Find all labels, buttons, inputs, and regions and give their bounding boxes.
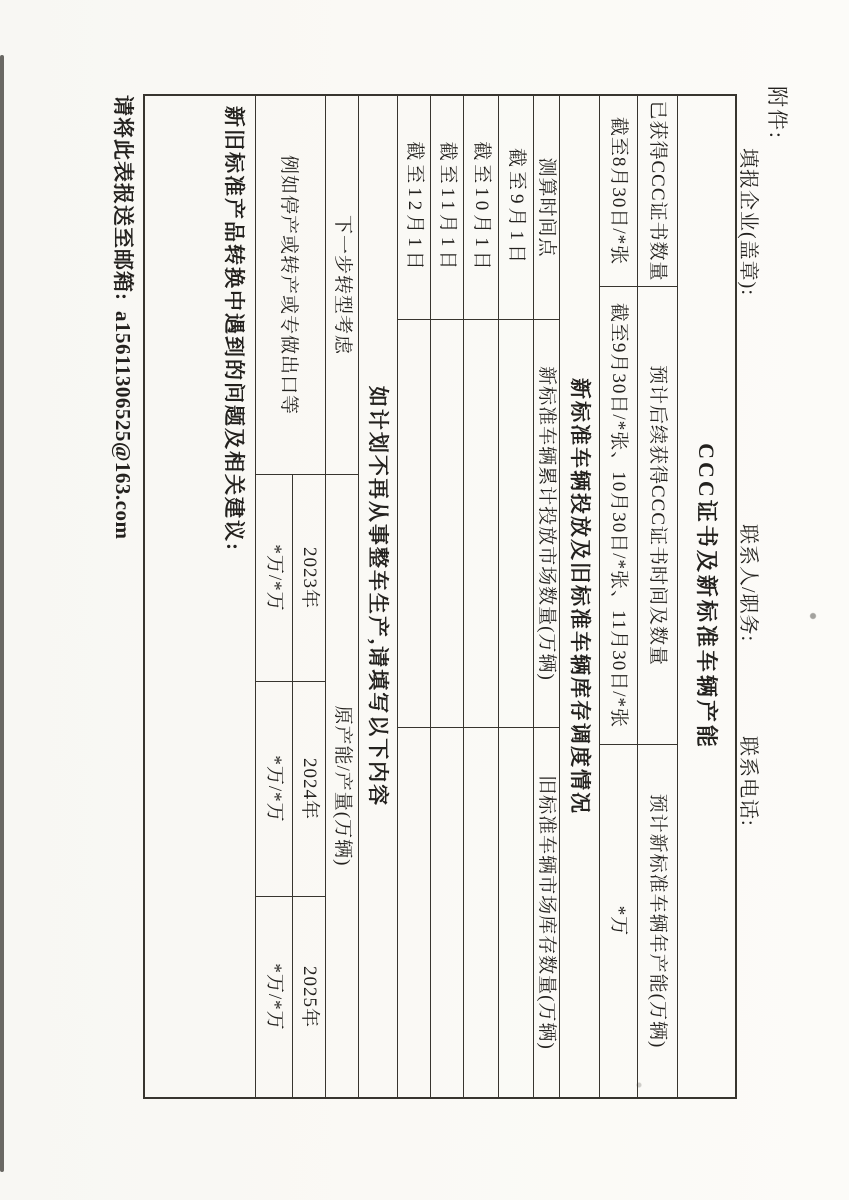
contact-person-label: 联系人/职务:: [737, 524, 759, 643]
section2-data-row: [464, 96, 499, 1097]
s2-header-new-std: 新标准车辆累计投放市场数量(万辆): [534, 319, 559, 727]
year-label-row: [293, 474, 325, 1097]
section2-data-row: [398, 96, 431, 1097]
section2-data-row: [499, 96, 534, 1097]
issues-suggestions-cell: 新旧标准产品转换中遇到的问题及相关建议:: [222, 106, 246, 552]
section3-title-row: [359, 96, 398, 1097]
section2-title-row: [560, 96, 600, 1097]
s2-empty-cell: [431, 727, 463, 1097]
s2-empty-cell: [499, 319, 533, 727]
section4-row: [145, 96, 256, 1097]
year-cell-2024: 2024年: [293, 681, 325, 896]
s2-row-label-dec: 截至12月1日: [403, 141, 425, 274]
s1-header-expected: 预计后续获得CCC证书时间及数量: [638, 286, 677, 744]
capacity-output-label: 原产能/产量(万辆): [326, 474, 358, 1097]
s2-empty-cell: [499, 727, 533, 1097]
scanner-edge-artifact: [0, 55, 4, 1172]
s1-header-capacity: 预计新标准车辆年产能(万辆): [638, 744, 677, 1097]
s1-value-expected: 截至9月30日/*张、10月30日/*张、11月30日/*张: [600, 286, 637, 744]
year-value-row: [256, 474, 293, 1097]
attachment-label: 附件:: [765, 86, 789, 140]
section3-header-row: [326, 96, 359, 1097]
contact-phone-label: 联系电话:: [737, 736, 759, 827]
s1-value-capacity: *万: [600, 744, 637, 1097]
s2-empty-cell: [398, 319, 430, 727]
year-value-2023: *万/*万: [256, 474, 292, 681]
section1-value-row: [600, 96, 638, 1097]
submit-email-label: 请将此表报送至邮箱:: [111, 95, 135, 301]
s2-header-timepoint: 测算时间点: [536, 157, 558, 258]
company-seal-label: 填报企业(盖章):: [737, 148, 759, 296]
section3-year-group: [256, 96, 326, 1097]
section1-title-row: [678, 96, 735, 1097]
transform-consideration-label: 下一步转型考虑: [331, 214, 353, 355]
year-grid: [256, 474, 325, 1097]
transform-hint-cell: 例如停产或转产或专做出口等: [278, 154, 299, 415]
form-table: [143, 94, 737, 1099]
s2-empty-cell: [464, 727, 498, 1097]
submit-email-note: [109, 95, 139, 539]
s2-header-old-std: 旧标准车辆市场库存数量(万辆): [534, 727, 559, 1097]
submit-email-address: a15611306525@163.com: [111, 311, 135, 540]
s2-row-label-nov: 截至11月1日: [436, 141, 458, 274]
section2-header-row: [534, 96, 560, 1097]
s2-row-label-sep: 截至9月1日: [505, 147, 527, 267]
section2-title-cell: 新标准车辆投放及旧标准车辆库存调度情况: [567, 378, 592, 815]
s1-value-obtained: 截至8月30日/*张: [608, 116, 630, 266]
year-cell-2023: 2023年: [293, 474, 325, 681]
section1-title-cell: CCC证书及新标准车辆产能: [694, 443, 720, 750]
s2-empty-cell: [431, 319, 463, 727]
s2-empty-cell: [398, 727, 430, 1097]
year-cell-2025: 2025年: [293, 896, 325, 1097]
s1-header-obtained: 已获得CCC证书数量: [647, 100, 669, 282]
s2-row-label-oct: 截至10月1日: [470, 141, 492, 274]
section3-title-cell: 如计划不再从事整车生产,请填写以下内容: [366, 385, 391, 808]
year-value-2024: *万/*万: [256, 681, 292, 896]
section2-data-row: [431, 96, 464, 1097]
section1-header-row: [638, 96, 678, 1097]
year-value-2025: *万/*万: [256, 896, 292, 1097]
s2-empty-cell: [464, 319, 498, 727]
